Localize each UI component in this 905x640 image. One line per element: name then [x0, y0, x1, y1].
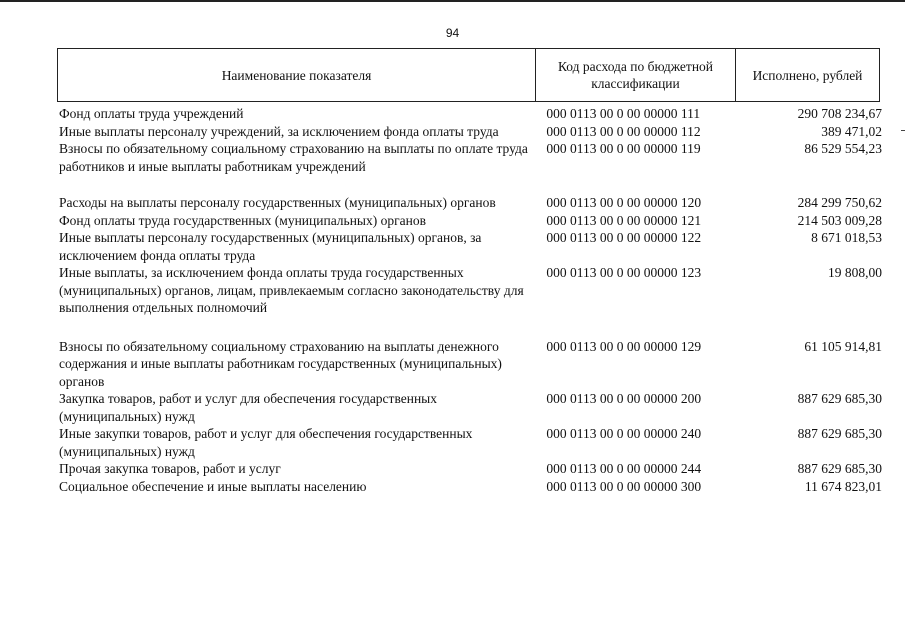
row-name: Социальное обеспечение и иные выплаты населению — [59, 478, 367, 494]
row-code: 000 0113 00 0 00 00000 123 — [546, 265, 702, 280]
row-executed: 214 503 009,28 — [797, 212, 882, 228]
table-row — [59, 425, 882, 460]
row-executed: 8 671 018,53 — [811, 230, 882, 245]
header-code: Код расхода по бюджетной классификации — [535, 49, 735, 101]
row-code: 000 0113 00 0 00 00000 120 — [546, 195, 702, 210]
row-code: 000 0113 00 0 00 00000 111 — [546, 106, 701, 121]
table-row — [59, 338, 882, 391]
row-code: 000 0113 00 0 00 00000 244 — [546, 461, 702, 476]
row-name: Иные выплаты, за исключением фонда оплаты труда государственных (муниципальных) органов, лицам, привлекаемым согласно законодательству для выполнения отдельных полномочий — [59, 265, 524, 315]
row-name: Прочая закупка товаров, работ и услуг — [59, 461, 281, 476]
header-name: Наименование показателя — [221, 67, 372, 83]
table-body — [59, 105, 882, 495]
row-code: 000 0113 00 0 00 00000 200 — [546, 391, 702, 406]
row-name: Иные закупки товаров, работ и услуг для обеспечения государственных (муниципальных) нужд — [59, 426, 473, 459]
table-row — [59, 212, 882, 230]
scan-edge-mark — [901, 130, 905, 131]
row-name: Иные выплаты персоналу государственных (муниципальных) органов, за исключением фонда оплаты труда — [59, 230, 482, 263]
row-name: Взносы по обязательному социальному страхованию на выплаты по оплате труда работников и иные выплаты работникам учреждений — [59, 141, 528, 174]
row-name: Фонд оплаты труда учреждений — [59, 106, 244, 121]
page-number: 94 — [445, 26, 460, 40]
table-row — [59, 105, 882, 123]
row-executed: 284 299 750,62 — [797, 195, 882, 210]
row-code: 000 0113 00 0 00 00000 121 — [546, 212, 702, 228]
row-code: 000 0113 00 0 00 00000 129 — [546, 338, 702, 354]
row-code: 000 0113 00 0 00 00000 122 — [546, 230, 702, 245]
row-executed: 887 629 685,30 — [797, 461, 882, 476]
table-row — [59, 140, 882, 175]
row-executed: 290 708 234,67 — [797, 106, 882, 121]
row-code: 000 0113 00 0 00 00000 300 — [546, 478, 702, 494]
row-name: Закупка товаров, работ и услуг для обеспечения государственных (муниципальных) нужд — [59, 391, 438, 424]
table-row — [59, 123, 882, 141]
row-executed: 887 629 685,30 — [797, 391, 882, 406]
row-executed: 11 674 823,01 — [804, 478, 882, 494]
row-name: Взносы по обязательному социальному страхованию на выплаты денежного содержания и иные выплаты работникам государственных (муниципальных) органов — [59, 338, 502, 389]
top-border-line — [0, 0, 905, 2]
row-executed: 389 471,02 — [821, 123, 882, 139]
row-name: Фонд оплаты труда государственных (муниципальных) органов — [59, 212, 426, 228]
row-name: Расходы на выплаты персоналу государственных (муниципальных) органов — [59, 195, 496, 210]
row-name: Иные выплаты персоналу учреждений, за исключением фонда оплаты труда — [59, 123, 499, 139]
row-executed: 61 105 914,81 — [804, 338, 882, 354]
table-row — [59, 390, 882, 425]
table-row — [59, 478, 882, 496]
row-executed: 887 629 685,30 — [797, 426, 882, 441]
table-header — [57, 48, 880, 102]
row-code: 000 0113 00 0 00 00000 119 — [546, 141, 701, 156]
row-executed: 86 529 554,23 — [804, 141, 882, 156]
row-code: 000 0113 00 0 00 00000 240 — [546, 426, 702, 441]
row-code: 000 0113 00 0 00 00000 112 — [546, 123, 701, 139]
table-row — [59, 194, 882, 212]
table-row — [59, 460, 882, 478]
header-executed: Исполнено, рублей — [735, 49, 879, 101]
row-executed: 19 808,00 — [828, 265, 882, 280]
table-row — [59, 229, 882, 264]
table-row — [59, 264, 882, 317]
